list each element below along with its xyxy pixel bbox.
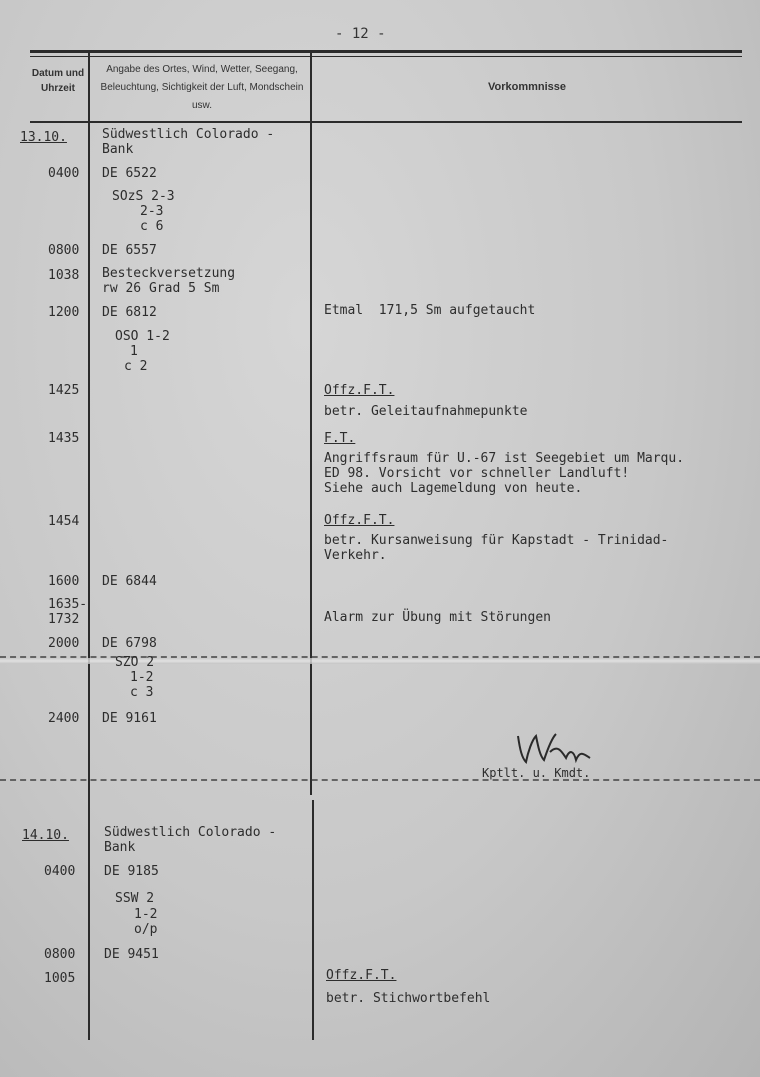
time-entry: 1200: [48, 305, 80, 320]
event-text: Angriffsraum für U.-67 ist Seegebiet um Marqu.: [324, 451, 685, 466]
event-text: Verkehr.: [324, 548, 387, 563]
time-entry: 0400: [48, 166, 80, 181]
event-heading: Offz.F.T.: [326, 968, 397, 983]
location-line: Südwestlich Colorado -: [102, 127, 275, 142]
time-entry: 1454: [48, 514, 80, 529]
weather-wind: SZO 2: [115, 655, 155, 670]
header-datum: Datum und Uhrzeit: [31, 68, 85, 94]
event-text: Etmal 171,5 Sm aufgetaucht: [324, 303, 536, 318]
weather-sky: c 6: [140, 219, 164, 234]
event-heading: F.T.: [324, 431, 356, 446]
time-entry: 1425: [48, 383, 80, 398]
signature-image: [510, 722, 600, 770]
column-divider-2b: [312, 800, 314, 1040]
time-entry: 0800: [48, 243, 80, 258]
weather-sea: 1-2: [134, 907, 158, 922]
header-angabe: Angabe des Ortes, Wind, Wetter, Seegang, Beleuchtung, Sichtigkeit der Luft, Mondschein usw.: [100, 64, 304, 111]
position-entry: DE 6812: [102, 305, 157, 320]
event-text: betr. Geleitaufnahmepunkte: [324, 404, 528, 419]
weather-wind: SSW 2: [115, 891, 155, 906]
position-entry: DE 6798: [102, 636, 157, 651]
crease-1: [0, 658, 760, 664]
event-text: Alarm zur Übung mit Störungen: [324, 610, 551, 625]
time-entry: 1435: [48, 431, 80, 446]
position-entry: DE 9451: [104, 947, 159, 962]
weather-sea: 2-3: [140, 204, 164, 219]
time-entry: 0400: [44, 864, 76, 879]
position-entry: DE 6522: [102, 166, 157, 181]
location-line: Bank: [104, 840, 136, 855]
time-entry: 1635-: [48, 597, 88, 612]
note-line: rw 26 Grad 5 Sm: [102, 281, 220, 296]
weather-sky: c 2: [124, 359, 148, 374]
location-line: Südwestlich Colorado -: [104, 825, 277, 840]
date-entry: 14.10.: [22, 828, 69, 843]
event-heading: Offz.F.T.: [324, 383, 395, 398]
page-number: - 12 -: [335, 26, 386, 42]
weather-sea: 1-2: [130, 670, 154, 685]
time-entry: 1005: [44, 971, 76, 986]
weather-sky: o/p: [134, 922, 158, 937]
time-entry: 0800: [44, 947, 76, 962]
position-entry: DE 9161: [102, 711, 157, 726]
column-divider-2: [310, 53, 312, 795]
weather-sea: 1: [130, 344, 138, 359]
signature-title: Kptlt. u. Kmdt.: [482, 766, 591, 780]
time-entry: 2000: [48, 636, 80, 651]
header-vorkommnisse: Vorkommnisse: [487, 81, 567, 93]
time-entry: 1038: [48, 268, 80, 283]
note-line: Besteckversetzung: [102, 266, 236, 281]
top-rule-thin: [30, 56, 742, 57]
date-entry: 13.10.: [20, 130, 67, 145]
location-line: Bank: [102, 142, 134, 157]
event-text: betr. Kursanweisung für Kapstadt - Trinidad-: [324, 533, 669, 548]
column-divider-1: [88, 53, 90, 1040]
time-entry: 1600: [48, 574, 80, 589]
position-entry: DE 9185: [104, 864, 159, 879]
fold-line-2: [0, 779, 760, 784]
header-bottom-rule: [30, 121, 742, 123]
position-entry: DE 6844: [102, 574, 157, 589]
weather-wind: OSO 1-2: [115, 329, 170, 344]
event-text: betr. Stichwortbefehl: [326, 991, 491, 1006]
event-text: ED 98. Vorsicht vor schneller Landluft!: [324, 466, 630, 481]
time-entry: 1732: [48, 612, 80, 627]
event-heading: Offz.F.T.: [324, 513, 395, 528]
event-text: Siehe auch Lagemeldung von heute.: [324, 481, 583, 496]
position-entry: DE 6557: [102, 243, 157, 258]
weather-sky: c 3: [130, 685, 154, 700]
weather-wind: SOzS 2-3: [112, 189, 175, 204]
time-entry: 2400: [48, 711, 80, 726]
top-rule: [30, 50, 742, 53]
